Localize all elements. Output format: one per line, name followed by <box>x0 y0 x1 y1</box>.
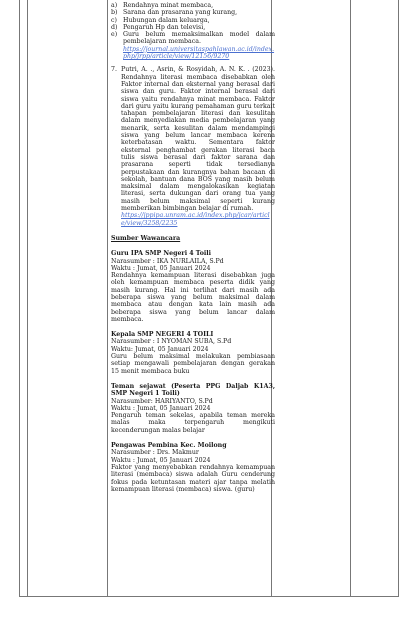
reference-text: Putri, A. ., Asrin, & Rosyidah, A. N. K. . (2023). Rendahnya literasi membaca disebabkan oleh Faktor internal dan eksternal yang berasal dari siswa dan guru. Faktor internal berasal dari siswa yaitu rendahnya minat membaca. Faktor dari guru yaitu kurang pemahaman guru terkait tahapan pembelajaran literasi dan kesulitan dalam menyediakan media pembelajaran yang menarik, serta kesulitan dalam mendampingi siswa yang belum lancar membaca kerena keterbatasan waktu. Sementara faktor eksternal penghambat gerakan literasi baca tulis siswa berasal dari faktor sarana dan prasarana seperti tidak tersedianya perpustakaan dan kurangnya bahan bacaan di sekolah, bantuan dana BOS yang masih belum maksimal dalam mengalokasikan kegiatan literasi, serta dukungan dari orang tua yang masih belum maksimal seperti kurang memberikan bimbingan belajar di rumah. <box>121 66 275 213</box>
interview-block <box>111 250 275 323</box>
column-divider <box>107 0 108 596</box>
list-item: c) Hubungan dalam keluarga, <box>111 16 210 24</box>
interview-title: Pengawas Pembina Kec. Moilong <box>111 442 227 450</box>
interview-body: Rendahnya kemampuan literasi disebabkan juga oleh kemampuan membaca peserta didik yang masih kurang. Hal ini terlihat dari masih ada beberapa siswa yang belum maksimal dalam membaca atau dengan kata lain masih ada beberapa siswa yang belum lancar dalam membaca. <box>111 272 275 323</box>
interview-speaker: Narasumber : IKA NURLAILA, S.Pd <box>111 257 224 265</box>
list-item: e) Guru belum memaksimalkan model dalam pembelajaran membaca. <box>111 31 275 46</box>
interview-speaker: Narasumber : Drs. Makmur <box>111 449 199 457</box>
content-column <box>111 0 275 493</box>
list-item: a) Rendahnya minat membaca, <box>111 2 214 9</box>
journal-link[interactable]: https://journal.universitaspahlawan.ac.id/index.php/jrpp/article/view/12156/9270 <box>123 45 275 61</box>
interview-time: Waktu: Jumat, 05 Januari 2024 <box>111 345 209 353</box>
interview-speaker: Narasumber: HARIYANTO, S.Pd <box>111 397 213 405</box>
interview-block <box>111 442 275 493</box>
interview-title: Teman sejawat (Peserta PPG Daljab K1A3, SMP Negeri 1 Toili) <box>111 382 275 398</box>
interview-speaker: Narasumber : I NYOMAN SUBA, S.Pd <box>111 338 232 346</box>
interview-title: Guru IPA SMP Negeri 4 Toili <box>111 250 212 258</box>
section-title: Sumber Wawancara <box>111 234 181 242</box>
reference-entry: 7. Putri, A. ., Asrin, & Rosyidah, A. N. K. . (2023). Rendahnya literasi membaca disebabkan oleh Faktor internal dan eksternal yang berasal dari siswa dan guru. Faktor internal berasal dari siswa yaitu rendahnya minat membaca. Faktor dari guru yaitu kurang pemahaman guru terkait tahapan pembelajaran literasi dan kesulitan dalam menyediakan media pembelajaran yang menarik, serta kesulitan dalam mendampingi siswa yang belum lancar membaca kerena keterbatasan waktu. Sementara faktor eksternal penghambat gerakan literasi baca tulis siswa berasal dari faktor sarana dan prasarana seperti tidak tersedianya perpustakaan dan kurangnya bahan bacaan di sekolah, bantuan dana BOS yang masih belum maksimal dalam mengalokasikan kegiatan literasi, serta dukungan dari orang tua yang masih belum maksimal seperti kurang memberikan bimbingan belajar di rumah. https://jppipa.unram.ac.id/index.php/jcar/article/view/3258/2235 <box>111 66 275 227</box>
column-divider <box>350 0 351 596</box>
list-item: b) Sarana dan prasarana yang kurang, <box>111 9 238 17</box>
interview-body: Pengaruh teman sekelas, apabila teman mereka malas maka terpengaruh mengikuti kecenderungan malas belajar <box>111 412 275 434</box>
interview-block <box>111 383 275 434</box>
interview-body: Faktor yang menyebabkan rendahnya kemampuan literasi (membaca) siswa adalah Guru cenderung fokus pada ketuntasan materi ajar tanpa melatih kemampuan literasi (membaca) siswa. (guru) <box>111 463 275 493</box>
interview-block <box>111 331 275 375</box>
column-divider <box>27 0 28 596</box>
interview-time: Waktu : Jumat, 05 Januari 2024 <box>111 264 211 272</box>
interview-time: Waktu : Jumat, 05 Januari 2024 <box>111 404 211 412</box>
interview-time: Waktu : Jumat, 05 Januari 2024 <box>111 456 211 464</box>
factor-list <box>111 0 275 60</box>
interview-title: Kepala SMP NEGERI 4 TOILI <box>111 331 214 339</box>
interview-body: Guru belum maksimal melakukan pembiasaan setiap mengawali pembelajaran dengan gerakan 15 menit membaca buku <box>111 353 275 375</box>
reference-link[interactable]: https://jppipa.unram.ac.id/index.php/jcar/article/view/3258/2235 <box>121 212 270 227</box>
list-item: d) Pengaruh Hp dan televisi, <box>111 23 206 31</box>
